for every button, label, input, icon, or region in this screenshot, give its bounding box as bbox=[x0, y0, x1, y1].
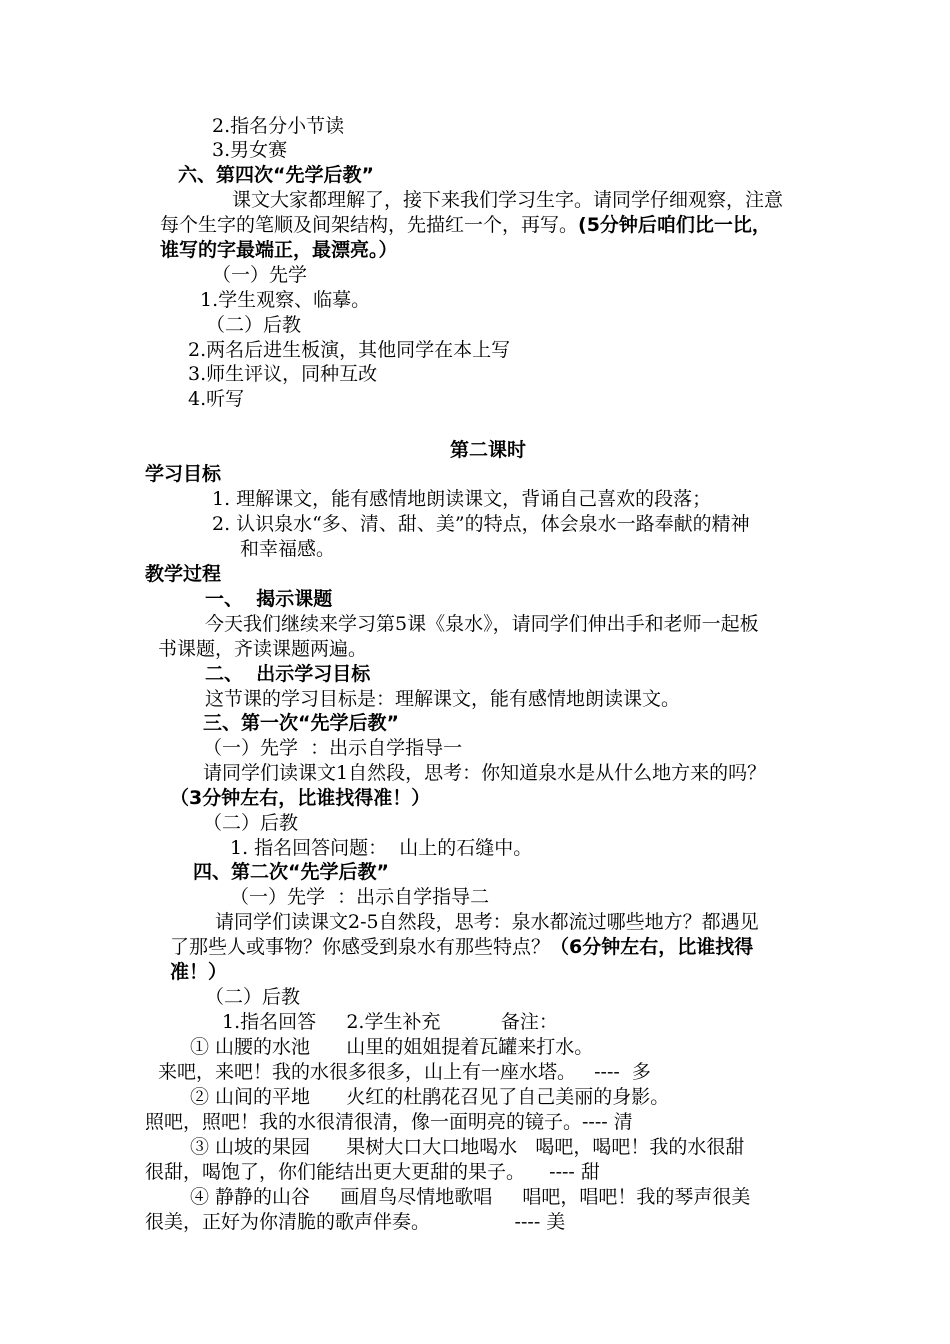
text-line bbox=[170, 935, 753, 960]
text-line: （一）先学 bbox=[212, 264, 308, 286]
section-heading: 六、第四次“先学后教” bbox=[178, 164, 374, 186]
text-line: （一）先学 ：出示自学指导一 bbox=[203, 737, 463, 759]
text-line: 很美，正好为你清脆的歌声伴奏。 ---- 美 bbox=[145, 1211, 566, 1233]
text-line: ① 山腰的水池 山里的姐姐提着瓦罐来打水。 bbox=[190, 1036, 594, 1058]
section-heading: 四、第二次“先学后教” bbox=[193, 861, 389, 883]
text-line: 1. 指名回答问题： 山上的石缝中。 bbox=[230, 837, 533, 859]
section-heading: 教学过程 bbox=[145, 563, 222, 585]
text-line: 4.听写 bbox=[188, 388, 245, 410]
text-line: （二）后教 bbox=[206, 314, 302, 336]
text-line: （一）先学 ：出示自学指导二 bbox=[230, 886, 490, 908]
text-line: 3.男女赛 bbox=[212, 139, 288, 161]
text-line: 书课题，齐读课题两遍。 bbox=[158, 638, 368, 660]
text-line: 照吧，照吧！我的水很清很清，像一面明亮的镜子。---- 清 bbox=[145, 1111, 633, 1133]
lesson-title: 第二课时 bbox=[450, 439, 527, 461]
text-line: 请同学们读课文1自然段，思考：你知道泉水是从什么地方来的吗？ bbox=[203, 762, 767, 784]
text-line: ② 山间的平地 火红的杜鹃花召见了自己美丽的身影。 bbox=[190, 1086, 670, 1108]
text-line-bold: （3分钟左右，比谁找得准！） bbox=[170, 787, 431, 809]
text-line: 今天我们继续来学习第5课《泉水》，请同学们伸出手和老师一起板 bbox=[205, 613, 759, 635]
text-line: 很甜，喝饱了，你们能结出更大更甜的果子。 ---- 甜 bbox=[145, 1161, 600, 1183]
text-line: 2.两名后进生板演，其他同学在本上写 bbox=[188, 339, 511, 361]
text-line: 1.指名回答 2.学生补充 备注： bbox=[222, 1011, 558, 1033]
text-line: （二）后教 bbox=[203, 812, 299, 834]
text-span: 了那些人或事物？你感受到泉水有那些特点？ bbox=[170, 936, 551, 958]
section-heading: 学习目标 bbox=[145, 463, 222, 485]
text-line: 来吧，来吧！我的水很多很多，山上有一座水塔。 ---- 多 bbox=[158, 1061, 651, 1083]
section-heading: 二、 出示学习目标 bbox=[205, 663, 371, 685]
section-heading: 三、第一次“先学后教” bbox=[203, 712, 399, 734]
text-span: 每个生字的笔顺及间架结构，先描红一个，再写。 bbox=[160, 214, 579, 236]
section-heading: 一、 揭示课题 bbox=[205, 588, 333, 610]
text-line: （二）后教 bbox=[205, 986, 301, 1008]
text-line: ③ 山坡的果园 果树大口大口地喝水 喝吧，喝吧！我的水很甜 bbox=[190, 1136, 745, 1158]
text-span-bold: (5分钟后咱们比一比， bbox=[578, 214, 771, 236]
text-line: 课文大家都理解了，接下来我们学习生字。请同学仔细观察，注意 bbox=[232, 189, 784, 211]
text-span-bold: （6分钟左右，比谁找得 bbox=[550, 936, 754, 958]
text-line: 2.指名分小节读 bbox=[212, 115, 345, 137]
text-line-bold: 谁写的字最端正，最漂亮。） bbox=[160, 239, 398, 261]
text-line: 和幸福感。 bbox=[240, 538, 336, 560]
text-line-bold: 准！） bbox=[170, 961, 228, 983]
text-line: 2. 认识泉水“多、清、甜、美”的特点，体会泉水一路奉献的精神 bbox=[212, 513, 750, 535]
text-line: 1.学生观察、临摹。 bbox=[200, 289, 371, 311]
text-line: 3.师生评议，同种互改 bbox=[188, 363, 378, 385]
text-line: 1. 理解课文，能有感情地朗读课文，背诵自己喜欢的段落； bbox=[212, 488, 712, 510]
text-line: ④ 静静的山谷 画眉鸟尽情地歌唱 唱吧，唱吧！我的琴声很美 bbox=[190, 1186, 751, 1208]
text-line bbox=[160, 213, 771, 238]
text-line: 请同学们读课文2-5自然段，思考：泉水都流过哪些地方？都遇见 bbox=[215, 911, 759, 933]
text-line: 这节课的学习目标是：理解课文，能有感情地朗读课文。 bbox=[205, 688, 681, 710]
